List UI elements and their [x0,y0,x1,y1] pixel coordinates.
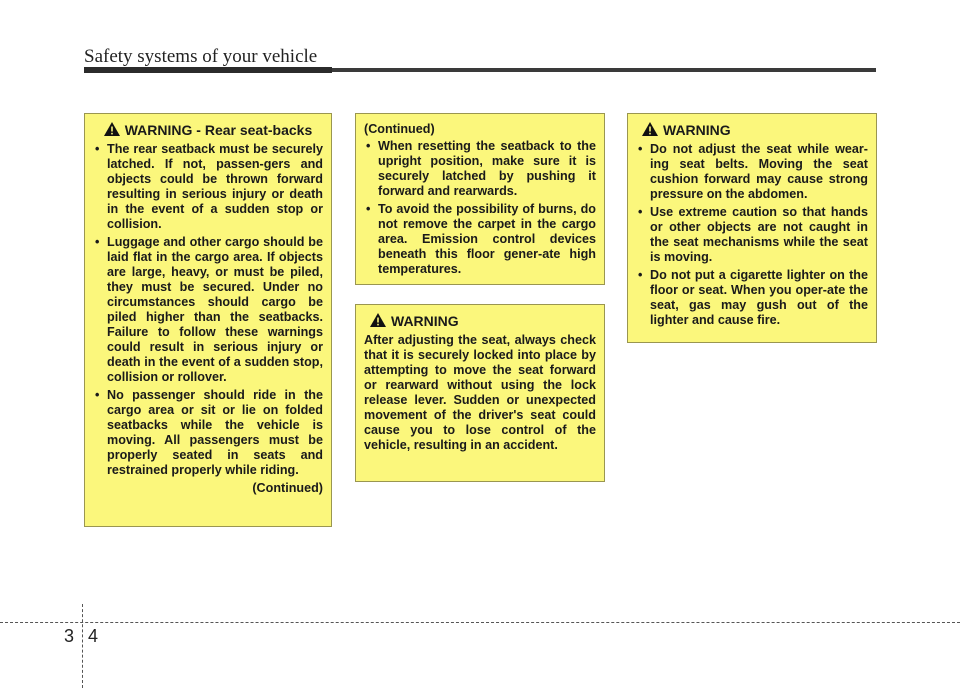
list-item: • Luggage and other cargo should be laid flat in the cargo area. If objects are large, heavy, or must be piled, they must be secured. Under no circumstances should cargo be piled higher than the seatbacks. Failure to follow these warnings could result in serious injury or death in the event of a sudden stop, collision or rollover. [93,235,323,385]
warning-heading-text: WARNING [391,313,459,329]
warning-heading [636,122,868,138]
warning-triangle-icon [104,122,120,136]
chapter-number: 3 [64,626,75,646]
list-item: • The rear seatback must be securely latched. If not, passen-gers and objects could be thrown forward resulting in serious injury or death in the event of a sudden stop or collision. [93,142,323,232]
warning-triangle-icon [370,313,386,327]
warning-heading-text: WARNING [663,122,731,138]
footer-rule [0,622,960,623]
warning-heading [364,313,596,329]
footer-divider [82,604,84,688]
continued-label: (Continued) [252,481,323,495]
warning-heading [93,122,323,138]
header-rule-accent [84,67,332,73]
list-item: • Use extreme caution so that hands or other objects are not caught in the seat mechanisms while the seat is moving. [636,205,868,265]
warning-heading-text: WARNING - Rear seat-backs [124,122,313,138]
warning-bullet-list [93,142,323,478]
list-item: • When resetting the seatback to the upright position, make sure it is securely latched by pushing it forward and rearwards. [364,139,596,199]
continued-box [355,113,605,285]
warning-box-seat-adjust [627,113,877,343]
list-item: • Do not put a cigarette lighter on the floor or seat. When you oper-ate the seat, gas may gush out of the lighter and cause fire. [636,268,868,328]
warning-box-seat-lock [355,304,605,482]
list-item: • To avoid the possibility of burns, do not remove the carpet in the cargo area. Emission control devices beneath this floor gener-ate high temperatures. [364,202,596,277]
warning-bullet-list [636,142,868,328]
warning-paragraph: After adjusting the seat, always check that it is securely locked into place by attempting to move the seat forward or rearward without using the lock release lever. Sudden or unexpected movement of the driver's seat could cause you to lose control of the vehicle, resulting in an accident. [364,333,596,452]
warning-triangle-icon [642,122,658,136]
warning-box-rear-seatbacks [84,113,332,527]
page-title: Safety systems of your vehicle [84,46,318,67]
warning-bullet-list [364,139,596,277]
page-number: 4 [88,626,99,646]
list-item: • Do not adjust the seat while wear-ing seat belts. Moving the seat cushion forward may cause strong pressure on the abdomen. [636,142,868,202]
continued-label: (Continued) [364,122,435,136]
list-item: • No passenger should ride in the cargo area or sit or lie on folded seatbacks while the vehicle is moving. All passengers must be properly seated in seats and restrained properly while riding. [93,388,323,478]
